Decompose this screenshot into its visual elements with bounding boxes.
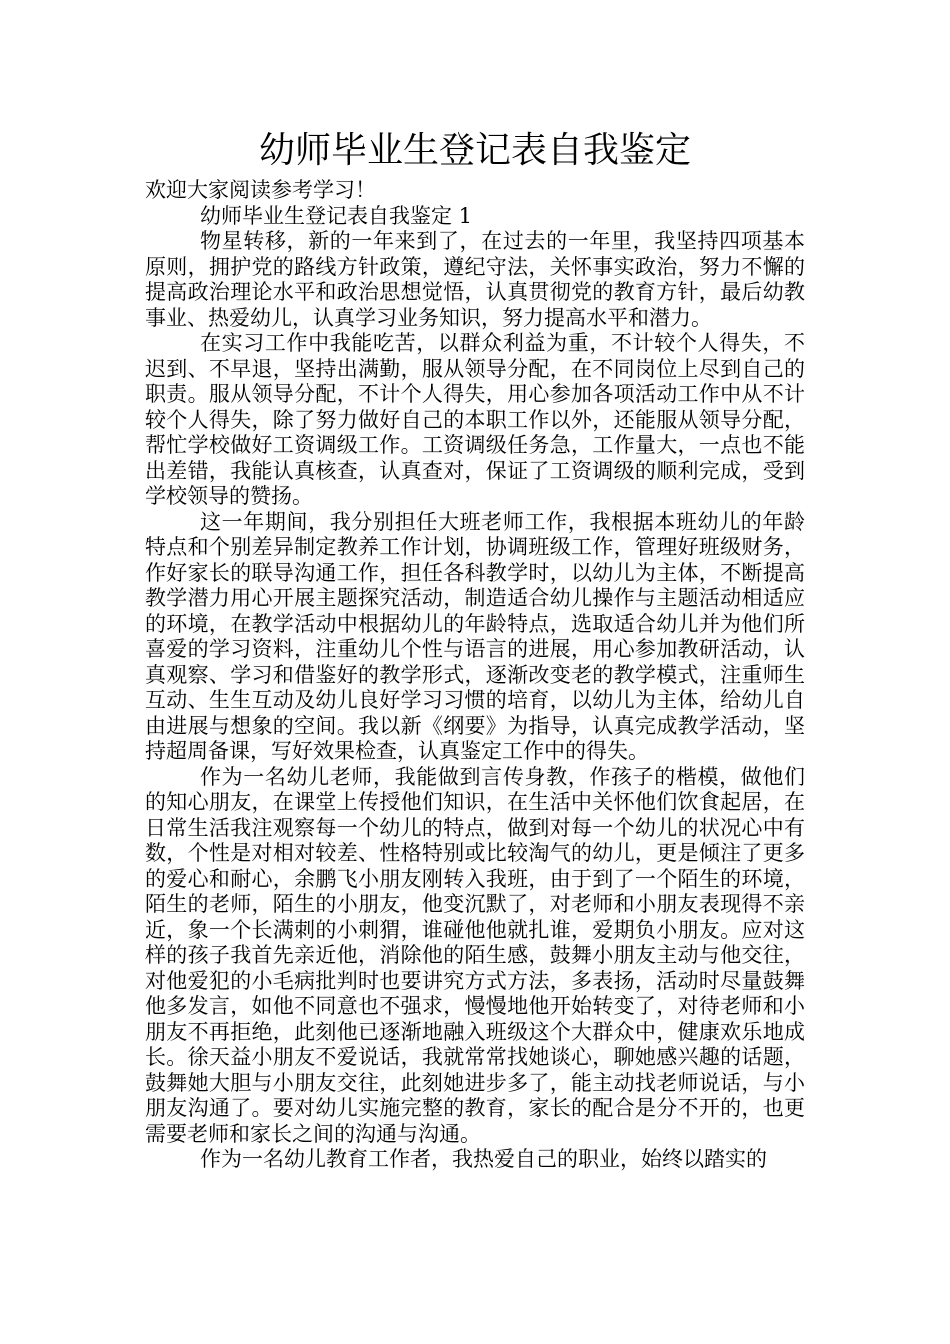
document-title: 幼师毕业生登记表自我鉴定 [258,130,691,171]
section-heading: 幼师毕业生登记表自我鉴定 1 [200,203,473,228]
intro-line: 欢迎大家阅读参考学习！ [145,178,376,202]
paragraph-3: 这一年期间，我分别担任大班老师工作，我根据本班幼儿的年龄特点和个别差异制定教养工作计划，协调班级工作，管理好班级财务，作好家长的联导沟通工作，担任各科教学时，以幼儿为主体，不断提高教学潜力用心开展主题探究活动，制造适合幼儿操作与主题活动相适应的环境，在教学活动中根据幼儿的年龄特点，选取适合幼儿并为他们所喜爱的学习资料，注重幼儿个性与语言的进展，用心参加教研活动，认真观察、学习和借鉴好的教学形式，逐渐改变老的教学模式，注重师生互动、生生互动及幼儿良好学习习惯的培育，以幼儿为主体，给幼儿自由进展与想象的空间。我以新《纲要》为指导，认真完成教学活动，坚持超周备课，写好效果检查，认真鉴定工作中的得失。 [145,509,805,763]
paragraph-5: 作为一名幼儿教育工作者，我热爱自己的职业，始终以踏实的 [200,1147,767,1171]
paragraph-4: 作为一名幼儿老师，我能做到言传身教，作孩子的楷模，做他们的知心朋友，在课堂上传授他们知识，在生活中关怀他们饮食起居，在日常生活我注观察每一个幼儿的特点，做到对每一个幼儿的状况心中有数，个性是对相对较差、性格特别或比较淘气的幼儿，更是倾注了更多的爱心和耐心，余鹏飞小朋友刚转入我班，由于到了一个陌生的环境，陌生的老师，陌生的小朋友，他变沉默了，对老师和小朋友表现得不亲近，象一个长满刺的小刺猬，谁碰他他就扎谁，爱期负小朋友。应对这样的孩子我首先亲近他，消除他的陌生感，鼓舞小朋友主动与他交往，对他爱犯的小毛病批判时也要讲究方式方法，多表扬，活动时尽量鼓舞他多发言，如他不同意也不强求，慢慢地他开始转变了，对待老师和小朋友不再拒绝，此刻他已逐渐地融入班级这个大群众中，健康欢乐地成长。徐天益小朋友不爱说话，我就常常找她谈心，聊她感兴趣的话题，鼓舞她大胆与小朋友交往，此刻她进步多了，能主动找老师说话，与小朋友沟通了。要对幼儿实施完整的教育，家长的配合是分不开的，也更需要老师和家长之间的沟通与沟通。 [145,764,805,1146]
document-body [145,178,805,1173]
paragraph-2: 在实习工作中我能吃苦，以群众利益为重，不计较个人得失，不迟到、不早退，坚持出满勤，服从领导分配，在不同岗位上尽到自己的职责。服从领导分配，不计个人得失，用心参加各项活动工作中从不计较个人得失，除了努力做好自己的本职工作以外，还能服从领导分配，帮忙学校做好工资调级工作。工资调级任务急，工作量大，一点也不能出差错，我能认真核查，认真查对，保证了工资调级的顺利完成，受到学校领导的赞扬。 [145,331,805,508]
paragraph-1: 物星转移，新的一年来到了，在过去的一年里，我坚持四项基本原则，拥护党的路线方针政策，遵纪守法，关怀事实政治，努力不懈的提高政治理论水平和政治思想觉悟，认真贯彻党的教育方针，最后幼教事业、热爱幼儿，认真学习业务知识，努力提高水平和潜力。 [145,229,805,330]
